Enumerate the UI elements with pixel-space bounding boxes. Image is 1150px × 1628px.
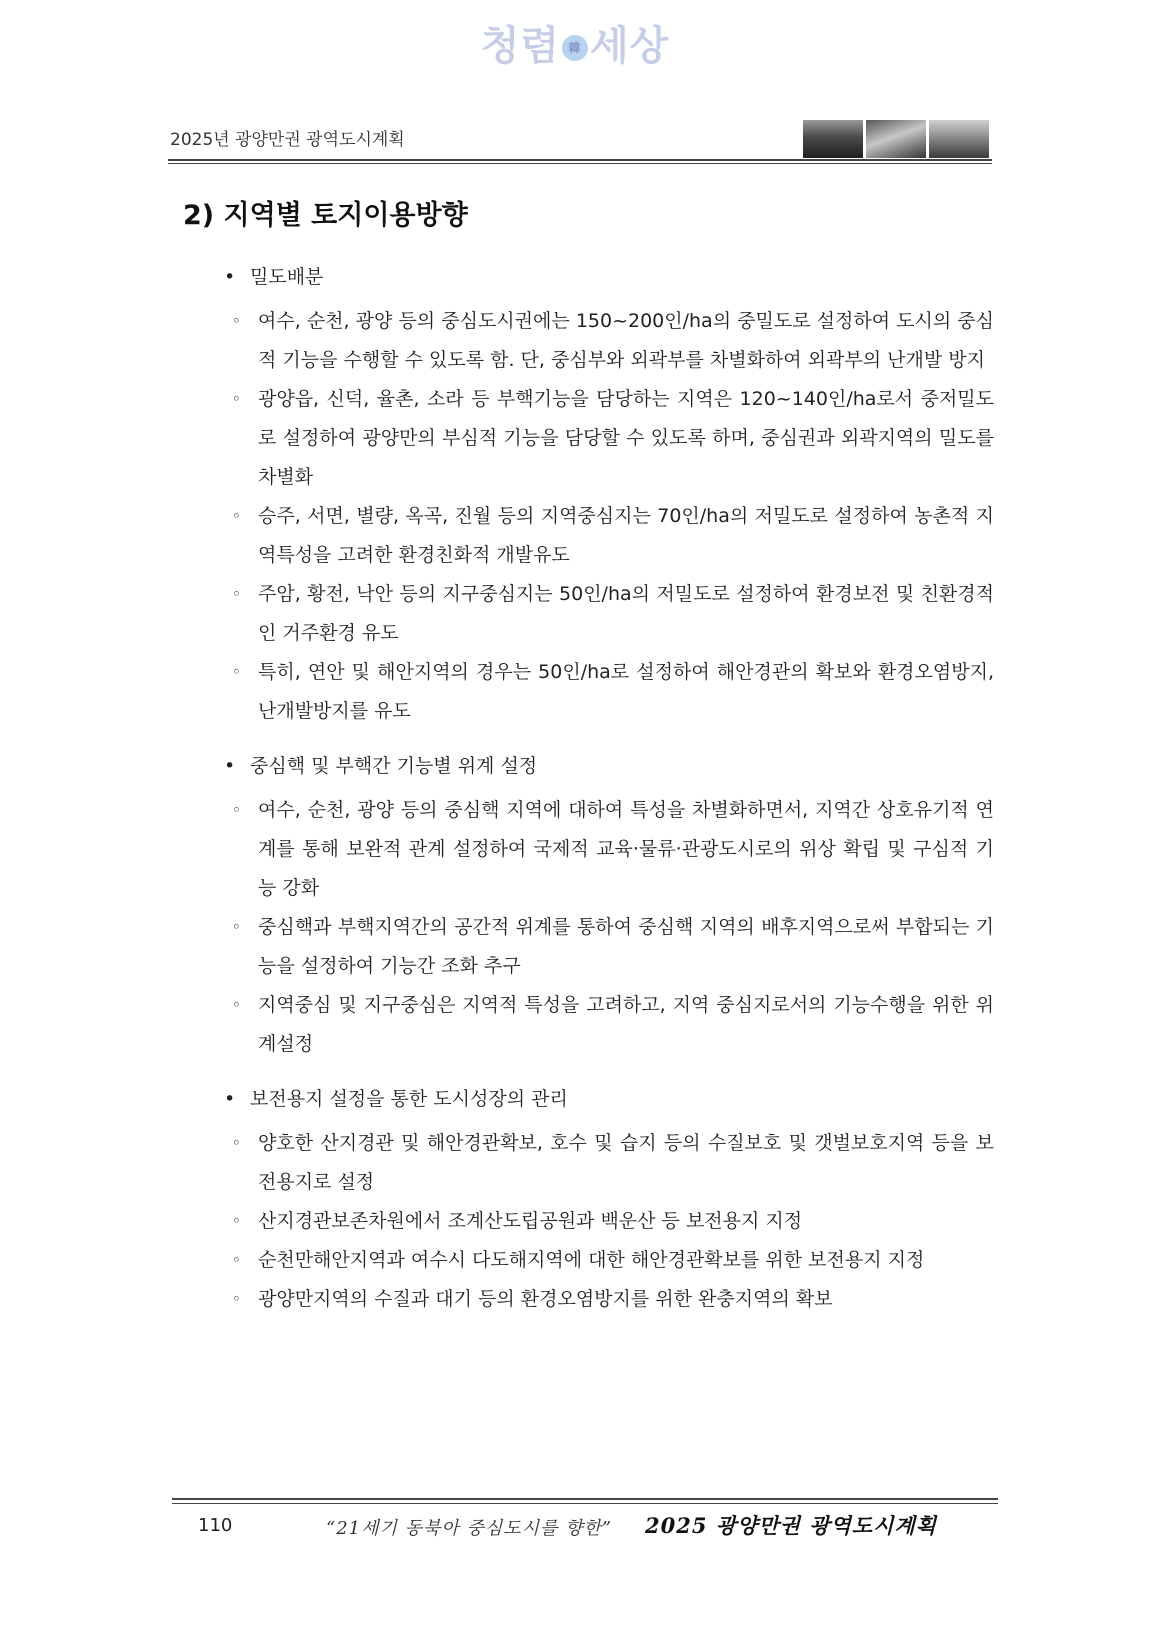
header-photo-river <box>866 120 926 158</box>
header-rule <box>168 159 992 161</box>
logo-mark: 韓 <box>562 35 588 61</box>
circle-bullet-icon: ◦ <box>232 312 241 330</box>
circle-bullet-icon: ◦ <box>232 390 241 408</box>
bullet-icon: • <box>224 1088 236 1110</box>
list-item-text: 광양만지역의 수질과 대기 등의 환경오염방지를 위한 완충지역의 확보 <box>258 1288 833 1310</box>
bullet-icon: • <box>224 755 236 777</box>
header-photo-strip <box>803 120 989 158</box>
topic-heading-text: 밀도배분 <box>250 266 324 288</box>
list-item <box>222 380 994 497</box>
list-item <box>222 1124 994 1202</box>
bullet-icon: • <box>224 266 236 288</box>
list-item <box>222 1280 994 1319</box>
header-photo-city <box>929 120 989 158</box>
list-item <box>222 653 994 731</box>
topic-group <box>222 1080 994 1319</box>
circle-bullet-icon: ◦ <box>232 918 241 936</box>
circle-bullet-icon: ◦ <box>232 1212 241 1230</box>
circle-bullet-icon: ◦ <box>232 1290 241 1308</box>
topic-heading <box>222 1080 994 1118</box>
header-rule-thin <box>168 163 992 164</box>
list-item-text: 특히, 연안 및 해안지역의 경우는 50인/ha로 설정하여 해안경관의 확보와 환경오염방지, 난개발방지를 유도 <box>258 661 994 722</box>
list-item-text: 순천만해안지역과 여수시 다도해지역에 대한 해안경관확보를 위한 보전용지 지정 <box>258 1249 925 1271</box>
circle-bullet-icon: ◦ <box>232 1251 241 1269</box>
list-item-text: 양호한 산지경관 및 해안경관확보, 호수 및 습지 등의 수질보호 및 갯벌보호지역 등을 보전용지로 설정 <box>258 1132 994 1193</box>
main-content <box>222 258 994 1335</box>
header-photo-coast <box>803 120 863 158</box>
list-item <box>222 986 994 1064</box>
footer-rule <box>172 1498 998 1500</box>
topic-group <box>222 747 994 1064</box>
list-item <box>222 908 994 986</box>
section-title: 2) 지역별 토지이용방향 <box>183 200 468 231</box>
topic-heading-text: 보전용지 설정을 통한 도시성장의 관리 <box>250 1088 568 1110</box>
circle-bullet-icon: ◦ <box>232 585 241 603</box>
topic-heading <box>222 258 994 296</box>
list-item <box>222 302 994 380</box>
watermark-logo <box>0 14 1150 71</box>
page-number: 110 <box>198 1515 233 1536</box>
circle-bullet-icon: ◦ <box>232 801 241 819</box>
list-item <box>222 791 994 908</box>
list-item <box>222 1241 994 1280</box>
list-item <box>222 575 994 653</box>
logo-text-left: 청렴 <box>480 23 560 69</box>
list-item-text: 중심핵과 부핵지역간의 공간적 위계를 통하여 중심핵 지역의 배후지역으로써 부합되는 기능을 설정하여 기능간 조화 추구 <box>258 916 994 977</box>
list-item <box>222 1202 994 1241</box>
list-item-text: 주암, 황전, 낙안 등의 지구중심지는 50인/ha의 저밀도로 설정하여 환경보전 및 친환경적인 거주환경 유도 <box>258 583 994 644</box>
list-item <box>222 497 994 575</box>
circle-bullet-icon: ◦ <box>232 996 241 1014</box>
circle-bullet-icon: ◦ <box>232 507 241 525</box>
list-item-text: 광양읍, 신덕, 율촌, 소라 등 부핵기능을 담당하는 지역은 120~140인/ha로서 중저밀도로 설정하여 광양만의 부심적 기능을 담당할 수 있도록 하며, 중심권과 외곽지역의 밀도를 차별화 <box>258 388 994 488</box>
circle-bullet-icon: ◦ <box>232 1134 241 1152</box>
list-item-text: 지역중심 및 지구중심은 지역적 특성을 고려하고, 지역 중심지로서의 기능수행을 위한 위계설정 <box>258 994 994 1055</box>
footer-rule-thin <box>172 1503 998 1504</box>
running-header-title: 2025년 광양만권 광역도시계획 <box>170 130 405 150</box>
topic-group <box>222 258 994 731</box>
topic-heading-text: 중심핵 및 부핵간 기능별 위계 설정 <box>250 755 538 777</box>
circle-bullet-icon: ◦ <box>232 663 241 681</box>
topic-heading <box>222 747 994 785</box>
footer-title: 2025 광양만권 광역도시계획 <box>645 1513 937 1538</box>
logo-text-right: 세상 <box>590 23 670 69</box>
footer-quote: “21세기 동북아 중심도시를 향한” <box>326 1518 613 1539</box>
list-item-text: 여수, 순천, 광양 등의 중심핵 지역에 대하여 특성을 차별화하면서, 지역간 상호유기적 연계를 통해 보완적 관계 설정하여 국제적 교육·물류·관광도시로의 위상 확립 및 구심적 기능 강화 <box>258 799 994 899</box>
list-item-text: 여수, 순천, 광양 등의 중심도시권에는 150~200인/ha의 중밀도로 설정하여 도시의 중심적 기능을 수행할 수 있도록 함. 단, 중심부와 외곽부를 차별화하여 외곽부의 난개발 방지 <box>258 310 994 371</box>
list-item-text: 산지경관보존차원에서 조계산도립공원과 백운산 등 보전용지 지정 <box>258 1210 803 1232</box>
list-item-text: 승주, 서면, 별량, 옥곡, 진월 등의 지역중심지는 70인/ha의 저밀도로 설정하여 농촌적 지역특성을 고려한 환경친화적 개발유도 <box>258 505 994 566</box>
